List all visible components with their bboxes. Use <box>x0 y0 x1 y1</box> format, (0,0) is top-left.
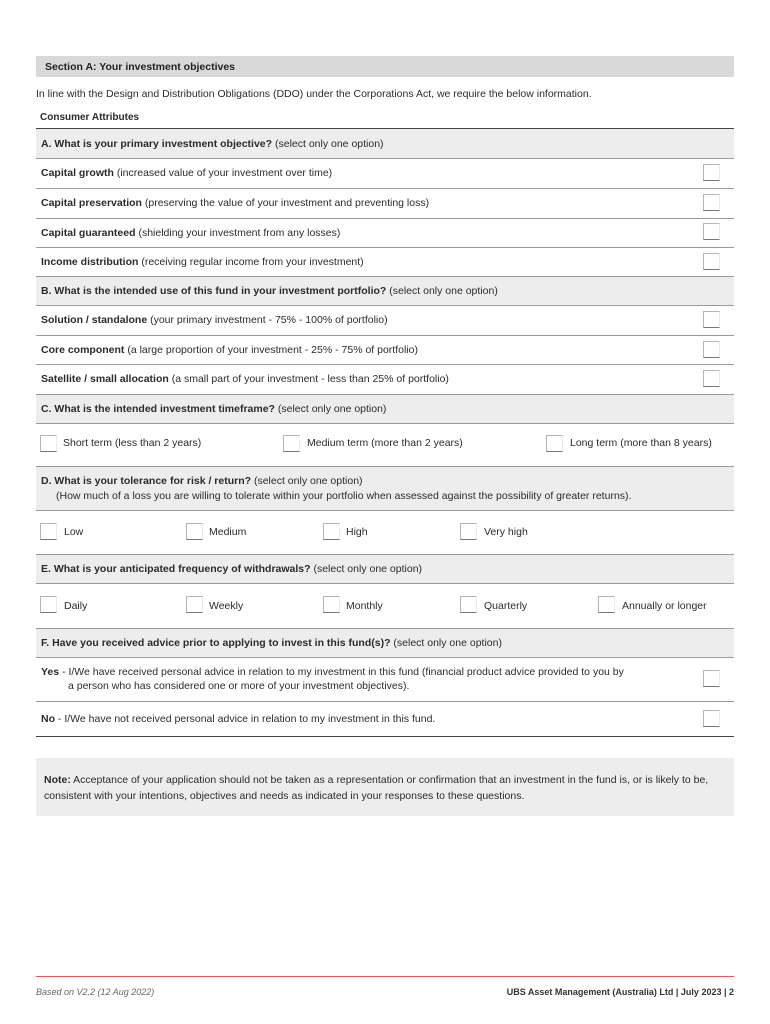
advice-yes-description: - I/We have received personal advice in relation to my investment in this fund (financial product advice provided to you by <box>59 666 624 678</box>
short-term-checkbox[interactable] <box>40 435 57 452</box>
option-label: Income distribution <box>41 256 139 268</box>
option-row-core-component <box>36 336 734 364</box>
note-text <box>44 772 724 804</box>
footer-version: Based on V2.2 (12 Aug 2022) <box>36 987 155 997</box>
capital-growth-checkbox[interactable] <box>703 164 720 181</box>
option-row-solution-standalone <box>36 306 734 335</box>
section-title: Section A: Your investment objectives <box>45 60 236 73</box>
advice-no-label: No <box>41 713 55 725</box>
risk-high-label: High <box>346 526 368 538</box>
capital-guaranteed-checkbox[interactable] <box>703 223 720 240</box>
risk-medium-checkbox[interactable] <box>186 523 203 540</box>
divider <box>36 736 734 737</box>
note-label: Note: <box>44 774 71 786</box>
option-row-advice-yes <box>36 658 734 701</box>
option-description: (a large proportion of your investment - 25% - 75% of portfolio) <box>124 344 418 356</box>
option-row-advice-no <box>36 702 734 736</box>
intro-text: In line with the Design and Distribution Obligations (DDO) under the Corporations Act, we require the below information. <box>36 88 592 100</box>
note-box <box>36 758 734 816</box>
option-label: Satellite / small allocation <box>41 373 169 385</box>
advice-yes-checkbox[interactable] <box>703 670 720 687</box>
question-a-title: A. What is your primary investment objective? <box>41 138 273 150</box>
income-distribution-checkbox[interactable] <box>703 253 720 270</box>
withdrawal-annually-label: Annually or longer <box>622 600 707 612</box>
question-e-hint: (select only one option) <box>310 563 423 575</box>
option-row-capital-growth <box>36 159 734 188</box>
question-a <box>36 129 734 158</box>
short-term-label: Short term (less than 2 years) <box>63 437 202 449</box>
long-term-label: Long term (more than 8 years) <box>570 437 712 449</box>
withdrawal-monthly-label: Monthly <box>346 600 383 612</box>
withdrawal-daily-checkbox[interactable] <box>40 596 57 613</box>
solution-standalone-checkbox[interactable] <box>703 311 720 328</box>
risk-high-checkbox[interactable] <box>323 523 340 540</box>
option-row-satellite-allocation <box>36 365 734 394</box>
question-f-title: F. Have you received advice prior to applying to invest in this fund(s)? <box>41 637 391 649</box>
long-term-checkbox[interactable] <box>546 435 563 452</box>
footer-company: UBS Asset Management (Australia) Ltd | July 2023 | 2 <box>506 987 734 997</box>
option-description: (increased value of your investment over time) <box>113 167 333 179</box>
question-d <box>36 467 734 510</box>
question-c <box>36 395 734 423</box>
question-f <box>36 629 734 657</box>
withdrawal-quarterly-label: Quarterly <box>484 600 528 612</box>
footer-rule <box>36 976 734 977</box>
question-f-hint: (select only one option) <box>390 637 502 649</box>
question-b-title: B. What is the intended use of this fund in your investment portfolio? <box>41 285 387 297</box>
advice-no-checkbox[interactable] <box>703 710 720 727</box>
question-e <box>36 555 734 583</box>
withdrawal-weekly-checkbox[interactable] <box>186 596 203 613</box>
option-row-capital-guaranteed <box>36 219 734 247</box>
core-component-checkbox[interactable] <box>703 341 720 358</box>
consumer-attributes-label: Consumer Attributes <box>40 112 140 123</box>
question-d-subtext: (How much of a loss you are willing to tolerate within your portfolio when assessed against the possibility of greater returns). <box>56 490 632 502</box>
question-c-title: C. What is the intended investment timeframe? <box>41 403 275 415</box>
withdrawal-daily-label: Daily <box>64 600 88 612</box>
risk-very-high-label: Very high <box>484 526 528 538</box>
option-description: (a small part of your investment - less than 25% of portfolio) <box>168 373 449 385</box>
note-body: Acceptance of your application should not be taken as a representation or confirmation that an investment in the fund is, or is likely to be, consistent with your intentions, objectives and needs as indicated in your responses to these questions. <box>44 774 709 802</box>
advice-no-description: - I/We have not received personal advice in relation to my investment in this fund. <box>55 713 436 725</box>
risk-very-high-checkbox[interactable] <box>460 523 477 540</box>
option-row-capital-preservation <box>36 189 734 218</box>
option-description: (preserving the value of your investment and preventing loss) <box>141 197 430 209</box>
withdrawal-monthly-checkbox[interactable] <box>323 596 340 613</box>
question-d-title: D. What is your tolerance for risk / return? <box>41 475 252 487</box>
question-c-hint: (select only one option) <box>274 403 387 415</box>
question-b-hint: (select only one option) <box>386 285 498 297</box>
advice-yes-label: Yes <box>41 666 60 678</box>
risk-medium-label: Medium <box>209 526 247 538</box>
withdrawal-quarterly-checkbox[interactable] <box>460 596 477 613</box>
option-label: Capital growth <box>41 167 114 179</box>
option-label: Solution / standalone <box>41 314 148 326</box>
question-e-title: E. What is your anticipated frequency of withdrawals? <box>41 563 311 575</box>
question-a-hint: (select only one option) <box>272 138 384 150</box>
option-description: (receiving regular income from your investment) <box>138 256 364 268</box>
option-description: (your primary investment - 75% - 100% of portfolio) <box>147 314 388 326</box>
withdrawal-options <box>36 584 734 628</box>
timeframe-options <box>36 424 734 466</box>
capital-preservation-checkbox[interactable] <box>703 194 720 211</box>
option-label: Core component <box>41 344 125 356</box>
advice-yes-description-cont: a person who has considered one or more of your investment objectives). <box>68 680 410 692</box>
withdrawal-weekly-label: Weekly <box>209 600 244 612</box>
risk-low-label: Low <box>64 526 84 538</box>
withdrawal-annually-checkbox[interactable] <box>598 596 615 613</box>
risk-options <box>36 511 734 554</box>
question-d-hint: (select only one option) <box>251 475 363 487</box>
question-b <box>36 277 734 305</box>
section-header <box>36 56 734 77</box>
option-label: Capital preservation <box>41 197 142 209</box>
medium-term-label: Medium term (more than 2 years) <box>307 437 463 449</box>
option-row-income-distribution <box>36 248 734 276</box>
satellite-allocation-checkbox[interactable] <box>703 370 720 387</box>
risk-low-checkbox[interactable] <box>40 523 57 540</box>
option-description: (shielding your investment from any losses) <box>135 227 341 239</box>
medium-term-checkbox[interactable] <box>283 435 300 452</box>
option-label: Capital guaranteed <box>41 227 136 239</box>
